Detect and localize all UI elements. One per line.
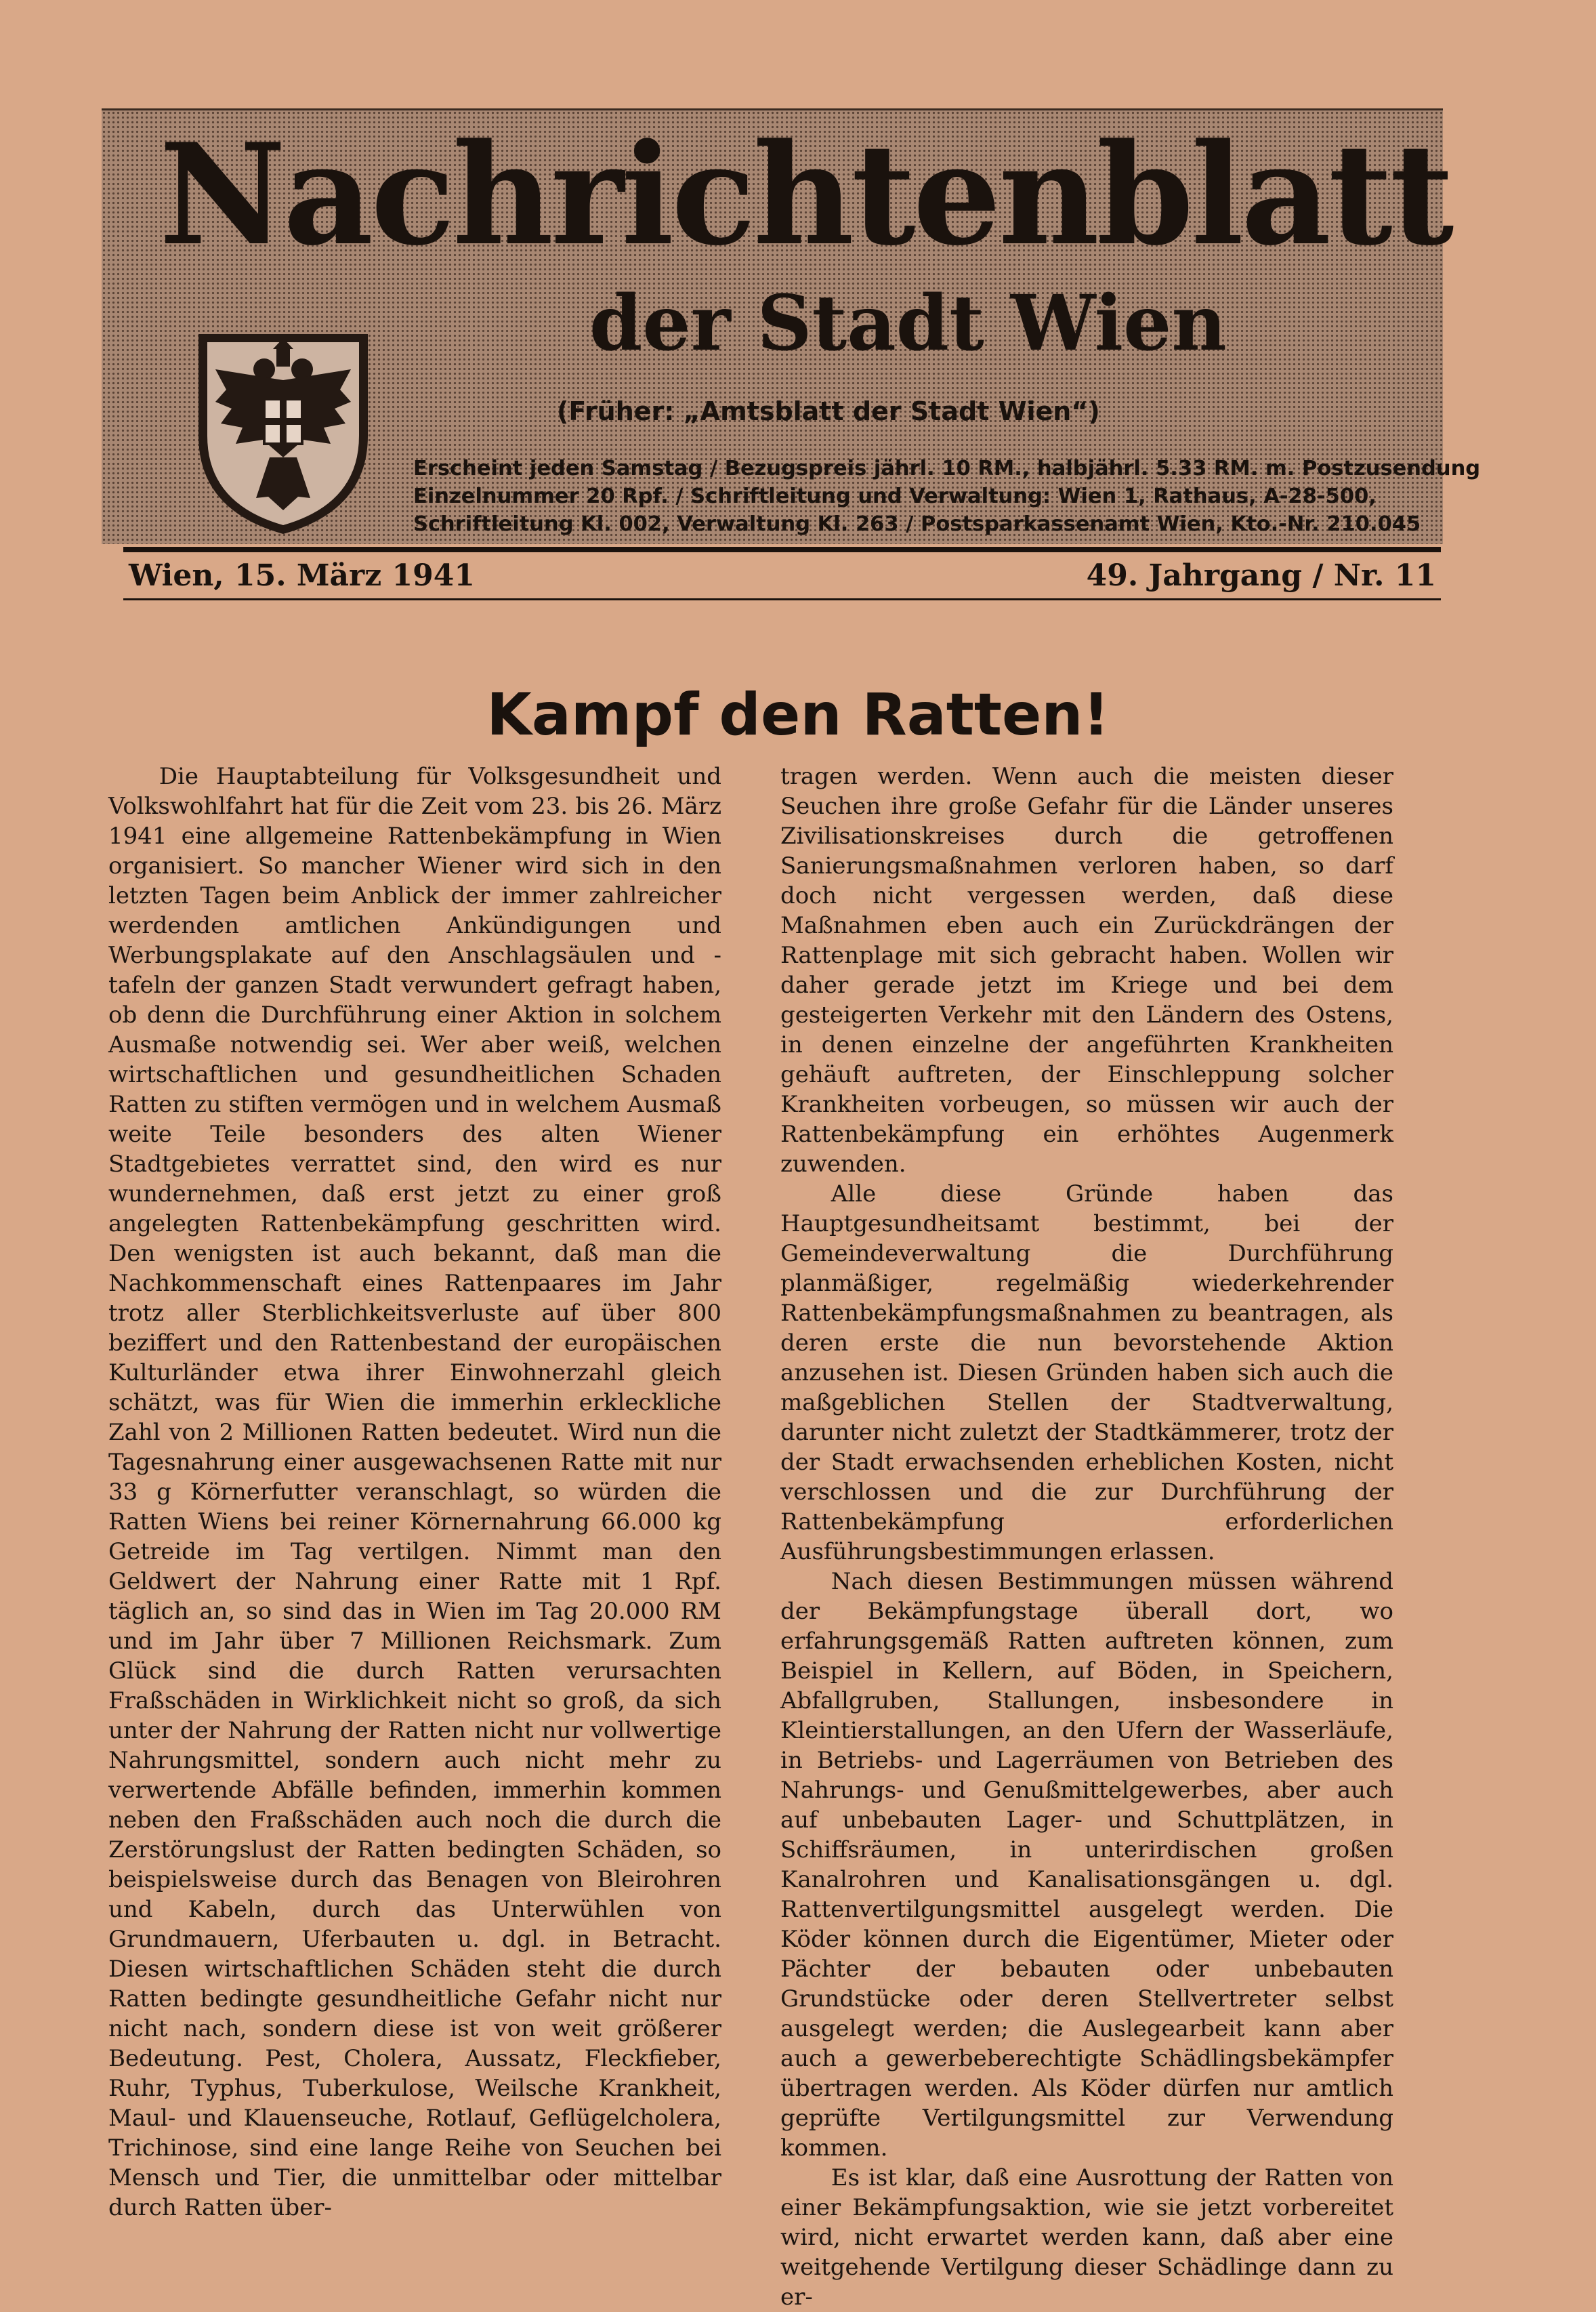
article-column-left xyxy=(108,762,721,2223)
article-paragraph: Alle diese Gründe haben das Hauptgesundheitsamt bestimmt, bei der Gemeindeverwaltung die Durchführung planmäßiger, regelmäßig wiederkehrender Rattenbekämpfungsmaßnahmen zu beantragen, als deren erste die nun bevorstehende Aktion anzusehen ist. Diesen Gründen haben sich auch die maßgeblichen Stellen der Stadtverwaltung, darunter nicht zuletzt der Stadtkämmerer, trotz der der Stadt erwachsenden erheblichen Kosten, nicht verschlossen und die zur Durchführung der Rattenbekämpfung erforderlichen Ausführungsbestimmungen erlassen. xyxy=(780,1180,1393,1565)
issue-volume: 49. Jahrgang / Nr. 11 xyxy=(1086,558,1436,593)
masthead-info-line: Einzelnummer 20 Rpf. / Schriftleitung und Verwaltung: Wien 1, Rathaus, A-28-500, xyxy=(413,484,1377,508)
article-paragraph: Die Hauptabteilung für Volksgesundheit und Volkswohlfahrt hat für die Zeit vom 23. bis 26. März 1941 eine allgemeine Rattenbekämpfung in Wien organisiert. So mancher Wiener wird sich in den letzten Tagen beim Anblick der immer zahlreicher werdenden amtlichen Ankündigungen und Werbungsplakate auf den Anschlagsäulen und -tafeln der ganzen Stadt verwundert gefragt haben, ob denn die Durchführung einer Aktion in solchem Ausmaße notwendig sei. Wer aber weiß, welchen wirtschaftlichen und gesundheitlichen Schaden Ratten zu stiften vermögen und in welchem Ausmaß weite Teile besonders des alten Wiener Stadtgebietes verrattet sind, den wird es nur wundernehmen, daß erst jetzt zu einer groß angelegten Rattenbekämpfung geschritten wird. Den wenigsten ist auch bekannt, daß man die Nachkommenschaft eines Rattenpaares im Jahr trotz aller Sterblichkeitsverluste auf über 800 beziffert und den Rattenbestand der europäischen Kulturländer etwa ihrer Einwohnerzahl gleich schätzt, was für Wien die immerhin erkleckliche Zahl von 2 Millionen Ratten bedeutet. Wird nun die Tagesnahrung einer ausgewachsenen Ratte mit nur 33 g Körnerfutter veranschlagt, so würden die Ratten Wiens bei reiner Körnernahrung 66.000 kg Getreide im Tag vertilgen. Nimmt man den Geldwert der Nahrung einer Ratte mit 1 Rpf. täglich an, so sind das in Wien im Tag 20.000 RM und im Jahr über 7 Millionen Reichsmark. Zum Glück sind die durch Ratten verursachten Fraßschäden in Wirklichkeit nicht so groß, da sich unter der Nahrung der Ratten nicht nur vollwertige Nahrungsmittel, sondern auch nicht mehr zu verwertende Abfälle befinden, immerhin kommen neben den Fraßschäden auch noch die durch die Zerstörungslust der Ratten bedingten Schäden, so beispielsweise durch das Benagen von Bleirohren und Kabeln, durch das Unterwühlen von Grundmauern, Uferbauten u. dgl. in Betracht. Diesen wirtschaftlichen Schäden steht die durch Ratten bedingte gesundheitliche Gefahr nicht nur nicht nach, sondern diese ist von weit größerer Bedeutung. Pest, Cholera, Aussatz, Fleckfieber, Ruhr, Typhus, Tuberkulose, Weilsche Krankheit, Maul- und Klauenseuche, Rotlauf, Geflügelcholera, Trichinose, sind eine lange Reihe von Seuchen bei Mensch und Tier, die unmittelbar oder mittelbar durch Ratten über- xyxy=(108,763,721,2221)
masthead-title: Nachrichtenblatt xyxy=(159,114,1452,276)
masthead-formerly: (Früher: „Amtsblatt der Stadt Wien“) xyxy=(557,396,1100,426)
article-column-right xyxy=(780,762,1393,2312)
article-paragraph: Nach diesen Bestimmungen müssen während der Bekämpfungstage überall dort, wo erfahrungsgemäß Ratten auftreten können, zum Beispiel in Kellern, auf Böden, in Speichern, Abfallgruben, Stallungen, insbesondere in Kleintierstallungen, an den Ufern der Wasserläufe, in Betriebs- und Lagerräumen von Betrieben des Nahrungs- und Genußmittelgewerbes, aber auch auf unbebauten Lager- und Schuttplätzen, in Schiffsräumen, in unterirdischen großen Kanalrohren und Kanalisationsgängen u. dgl. Rattenvertilgungsmittel ausgelegt werden. Die Köder können durch die Eigentümer, Mieter oder Pächter der bebauten oder unbebauten Grundstücke oder deren Stellvertreter selbst ausgelegt werden; die Auslegearbeit kann aber auch a gewerbeberechtigte Schädlingsbekämpfer übertragen werden. Als Köder dürfen nur amtlich geprüfte Vertilgungsmittel zur Verwendung kommen. xyxy=(780,1568,1393,2162)
article-paragraph: tragen werden. Wenn auch die meisten dieser Seuchen ihre große Gefahr für die Länder unseres Zivilisationskreises durch die getroffenen Sanierungsmaßnahmen verloren haben, so darf doch nicht vergessen werden, daß diese Maßnahmen eben auch ein Zurückdrängen der Rattenplage mit sich gebracht haben. Wollen wir daher gerade jetzt im Kriege und bei dem gesteigerten Verkehr mit den Ländern des Ostens, in denen einzelne der angeführten Krankheiten gehäuft auftreten, der Einschleppung solcher Krankheiten vorbeugen, so müssen wir auch der Rattenbekämpfung ein erhöhtes Augenmerk zuwenden. xyxy=(780,763,1393,1178)
bottom-rule xyxy=(123,598,1441,600)
article-paragraph: Es ist klar, daß eine Ausrottung der Ratten von einer Bekämpfungsaktion, wie sie jetzt vorbereitet wird, nicht erwartet werden kann, daß aber eine weitgehende Vertilgung dieser Schädlinge dann zu er- xyxy=(780,2164,1393,2311)
masthead xyxy=(102,108,1481,544)
masthead-info-line: Erscheint jeden Samstag / Bezugspreis jährl. 10 RM., halbjährl. 5.33 RM. m. Postzusendung xyxy=(413,457,1481,480)
masthead-info-line: Schriftleitung Kl. 002, Verwaltung Kl. 263 / Postsparkassenamt Wien, Kto.-Nr. 210.045 xyxy=(413,512,1421,536)
top-rule xyxy=(123,547,1441,552)
masthead-info xyxy=(413,455,1480,538)
masthead-subtitle: der Stadt Wien xyxy=(589,279,1227,368)
issue-date: Wien, 15. März 1941 xyxy=(129,558,476,593)
coat-of-arms-icon xyxy=(188,307,378,537)
article-headline: Kampf den Ratten! xyxy=(486,681,1110,749)
